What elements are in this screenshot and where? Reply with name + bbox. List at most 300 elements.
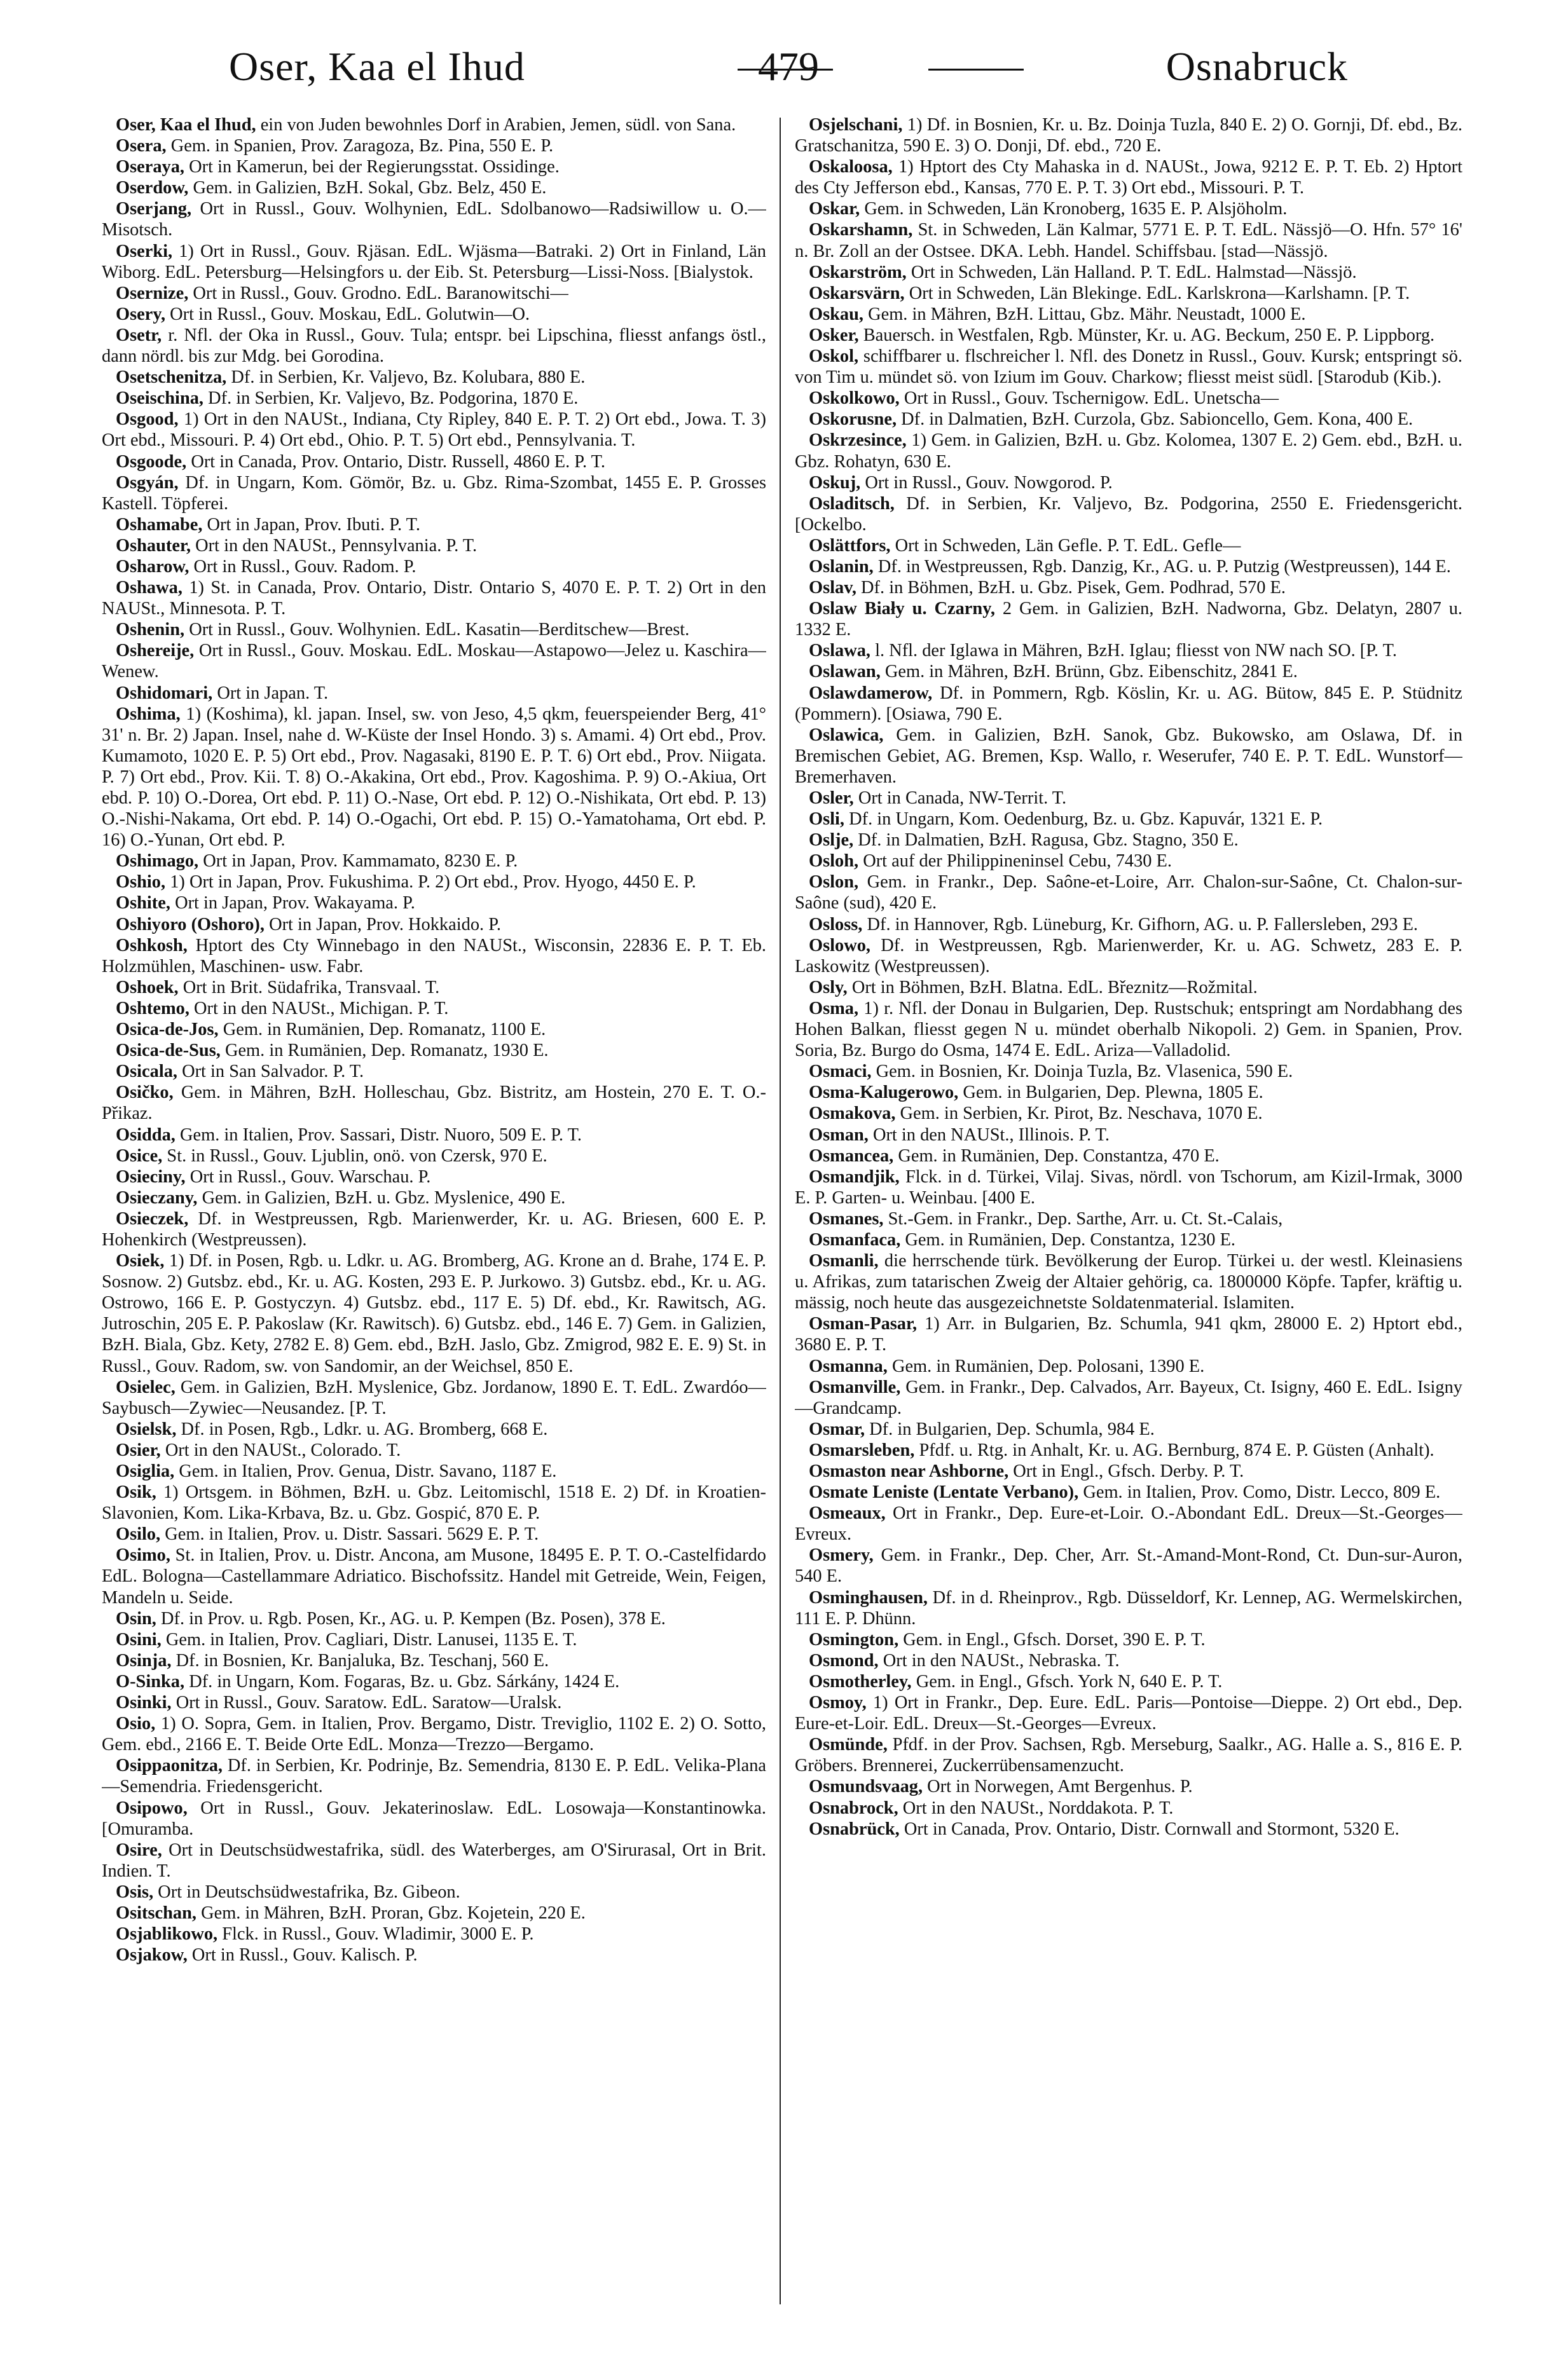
entry-text: Flck. in Russl., Gouv. Wladimir, 3000 E. P. — [217, 1924, 534, 1945]
entry-headword: Oslanin, — [809, 556, 874, 577]
page-header — [102, 31, 1475, 100]
left-column — [102, 114, 766, 2339]
entry-text: Gem. in Rumänien, Dep. Romanatz, 1100 E. — [218, 1020, 546, 1040]
entry-headword: Osiek, — [116, 1251, 165, 1271]
entry-text: Ort auf der Philippineninsel Cebu, 7430 E. — [858, 851, 1172, 872]
dictionary-entry — [795, 388, 1462, 409]
column-divider — [780, 118, 781, 2304]
entry-headword: Osik, — [116, 1482, 156, 1503]
entry-text: Ort in Schweden, Län Gefle. P. T. EdL. Gefle— — [890, 535, 1241, 556]
entry-text: Gem. in Rumänien, Dep. Constantza, 470 E. — [893, 1146, 1220, 1166]
entry-text: Df. in Ungarn, Kom. Fogaras, Bz. u. Gbz. Sárkány, 1424 E. — [184, 1671, 620, 1692]
entry-text: Ort in Deutschsüdwestafrika, südl. des Waterberges, am O'Sirurasal, Ort in Brit. Indien. T. — [102, 1840, 766, 1881]
entry-text: Ort in Russl., Gouv. Moskau, EdL. Golutwin—O. — [165, 304, 530, 324]
entry-text: Ort in Russl., Gouv. Kalisch. P. — [187, 1945, 418, 1966]
entry-headword: Osnabrock, — [809, 1798, 898, 1818]
dictionary-entry — [102, 1692, 766, 1713]
dictionary-entry — [102, 1166, 766, 1187]
dictionary-entry — [102, 114, 766, 135]
dictionary-entry — [102, 1461, 766, 1482]
dictionary-entry — [795, 788, 1462, 809]
dictionary-entry — [795, 1125, 1462, 1146]
entry-headword: Oshamabe, — [116, 514, 203, 535]
entry-text: Ort in Russl., Gouv. Tschernigow. EdL. Unetscha— — [899, 388, 1279, 409]
dictionary-entry — [795, 1250, 1462, 1313]
dictionary-entry — [795, 809, 1462, 830]
dictionary-entry — [102, 367, 766, 388]
entry-headword: Oslawica, — [809, 725, 884, 745]
entry-headword: Osmoy, — [809, 1693, 867, 1713]
entry-text: Gem. in Italien, Prov. u. Distr. Sassari. 5629 E. P. T. — [160, 1524, 539, 1545]
dictionary-entry — [795, 346, 1462, 388]
entry-headword: Osinja, — [116, 1650, 172, 1671]
dictionary-entry — [795, 1692, 1462, 1734]
dictionary-entry — [795, 219, 1462, 261]
entry-text: ein von Juden bewohnles Dorf in Arabien, Jemen, südl. von Sana. — [256, 115, 736, 135]
entry-text: Df. in Westpreussen, Rgb. Danzig, Kr., AG. u. P. Putzig (Westpreussen), 144 E. — [873, 556, 1451, 577]
entry-headword: Oslawa, — [809, 641, 871, 661]
dictionary-entry — [795, 535, 1462, 556]
entry-text: Ort in Russl., Gouv. Nowgorod. P. — [860, 472, 1113, 493]
entry-headword: Osnabrück, — [809, 1819, 900, 1839]
dictionary-entry — [795, 1461, 1462, 1482]
entry-headword: Oslättfors, — [809, 535, 891, 556]
entry-text: Ort in Schweden, Län Blekinge. EdL. Karlskrona—Karlshamn. [P. T. — [904, 283, 1410, 303]
dictionary-entry — [795, 1798, 1462, 1819]
dictionary-entry — [795, 725, 1462, 788]
entry-text: Ort in Kamerun, bei der Regierungsstat. Ossidinge. — [184, 157, 560, 177]
entry-headword: Oskol, — [809, 346, 859, 367]
entry-headword: Osmate Leniste (Lentate Verbano), — [809, 1482, 1079, 1503]
entry-headword: Oslon, — [809, 872, 859, 892]
entry-text: Hptort des Cty Winnebago in den NAUSt., Wisconsin, 22836 E. P. T. Eb. Holzmühlen, Maschinen- usw. Fabr. — [102, 935, 766, 976]
dictionary-entry — [795, 156, 1462, 198]
dictionary-entry — [795, 556, 1462, 577]
entry-headword: Osmar, — [809, 1419, 865, 1439]
entry-text: St. in Russl., Gouv. Ljublin, onö. von Czersk, 970 E. — [162, 1146, 547, 1166]
dictionary-entry — [795, 472, 1462, 493]
entry-headword: Osmond, — [809, 1650, 879, 1671]
entry-text: St. in Schweden, Län Kalmar, 5771 E. P. T. EdL. Nässjö—O. Hfn. 57° 16' n. Br. Zoll an der Ostsee. DKA. Lebh. Handel. Schiffsbau. [stad—Nässjö. — [795, 220, 1462, 261]
entry-headword: Osman-Pasar, — [809, 1314, 918, 1334]
page-number: 479 — [758, 44, 819, 89]
dictionary-entry — [102, 640, 766, 682]
dictionary-entry — [102, 1440, 766, 1461]
entry-headword: Osipowo, — [116, 1798, 188, 1818]
entry-text: Ort in Deutschsüdwestafrika, Bz. Gibeon. — [153, 1882, 460, 1902]
entry-headword: Osis, — [116, 1882, 154, 1902]
entry-text: Df. in d. Rheinprov., Rgb. Düsseldorf, Kr. Lennep, AG. Wermelskirchen, 111 E. P. Dhünn. — [795, 1587, 1462, 1629]
dictionary-entry — [795, 1776, 1462, 1797]
dictionary-entry — [795, 198, 1462, 219]
entry-text: Df. in Hannover, Rgb. Lüneburg, Kr. Gifhorn, AG. u. P. Fallersleben, 293 E. — [862, 914, 1419, 934]
dictionary-entry — [102, 409, 766, 451]
entry-text: Gem. in Serbien, Kr. Pirot, Bz. Neschava, 1070 E. — [895, 1104, 1263, 1124]
entry-headword: Osloh, — [809, 851, 859, 872]
entry-text: Pfdf. u. Rtg. in Anhalt, Kr. u. AG. Bernburg, 874 E. P. Güsten (Anhalt). — [914, 1440, 1434, 1460]
entry-headword: Oshereije, — [116, 641, 195, 661]
dictionary-entry — [795, 1734, 1462, 1776]
entry-headword: Osin, — [116, 1608, 156, 1629]
entry-headword: Oserki, — [116, 241, 173, 261]
entry-headword: Osmarsleben, — [809, 1440, 915, 1460]
entry-headword: Osharow, — [116, 556, 189, 577]
dictionary-entry — [795, 1313, 1462, 1355]
entry-headword: Oslje, — [809, 830, 854, 851]
entry-text: 1) Ort in Frankr., Dep. Eure. EdL. Paris—Pontoise—Dieppe. 2) Ort ebd., Dep. Eure-et-Loir. EdL. Dreux—St.-Georges—Evreux. — [795, 1693, 1462, 1734]
entry-text: Ort in Russl., Gouv. Radom. P. — [189, 556, 416, 577]
entry-text: 1) Gem. in Galizien, BzH. u. Gbz. Kolomea, 1307 E. 2) Gem. ebd., BzH. u. Gbz. Rohatyn, 630 E. — [795, 430, 1462, 472]
entry-headword: Osmaci, — [809, 1062, 872, 1082]
entry-headword: Osladitsch, — [809, 493, 895, 514]
entry-headword: Oslawan, — [809, 662, 881, 682]
dictionary-entry — [102, 1545, 766, 1608]
dictionary-entry — [102, 704, 766, 851]
dictionary-entry — [102, 872, 766, 892]
dictionary-entry — [102, 304, 766, 325]
entry-headword: Osmanfaca, — [809, 1229, 901, 1250]
entry-text: Df. in Posen, Rgb., Ldkr. u. AG. Bromberg, 668 E. — [176, 1419, 548, 1439]
entry-headword: Osker, — [809, 325, 859, 345]
dictionary-entry — [102, 1082, 766, 1124]
entry-text: Gem. in Italien, Prov. Sassari, Distr. Nuoro, 509 E. P. T. — [175, 1125, 582, 1145]
entry-text: Gem. in Mähren, BzH. Holleschau, Gbz. Bistritz, am Hostein, 270 E. T. O.-Přikaz. — [102, 1083, 766, 1124]
dictionary-entry — [102, 241, 766, 283]
entry-headword: Osippaonitza, — [116, 1756, 223, 1776]
dictionary-entry — [102, 892, 766, 913]
entry-headword: Osma-Kalugerowo, — [809, 1083, 959, 1103]
entry-headword: Osjablikowo, — [116, 1924, 218, 1945]
dictionary-entry — [102, 556, 766, 577]
dictionary-entry — [795, 935, 1462, 977]
running-head-left: Oser, Kaa el Ihud — [229, 44, 525, 89]
entry-headword: Oserdow, — [116, 178, 189, 198]
entry-text: 1) St. in Canada, Prov. Ontario, Distr. Ontario S, 4070 E. P. T. 2) Ort in den NAUSt., Minnesota. P. T. — [102, 578, 766, 619]
entry-headword: Osmancea, — [809, 1146, 894, 1166]
entry-headword: Oslawdamerow, — [809, 683, 933, 703]
entry-headword: Osmotherley, — [809, 1671, 912, 1692]
entry-headword: Osica-de-Jos, — [116, 1020, 219, 1040]
entry-text: 1) (Koshima), kl. japan. Insel, sw. von Jeso, 4,5 qkm, feuerspeiender Berg, 41° 31' n. Br. 2) Japan. Insel, nahe d. W-Küste der Insel Hondo. 3) s. Amami. 4) Ort ebd., Prov. Kumamoto, 1020 E. P. 5) Ort ebd., Prov. Nagasaki, 8190 E. P. T. 6) Ort ebd., Prov. Niigata. P. 7) Ort ebd., Prov. Kii. T. 8) O.-Akakina, Ort ebd., Prov. Kagoshima. P. 9) O.-Akiua, Ort ebd. P. 10) O.-Dorea, Ort ebd. P. 11) O.-Nase, Ort ebd. P. 12) O.-Nishikata, Ort ebd. P. 13) O.-Nishi-Nakama, Ort ebd. P. 14) O.-Ogachi, Ort ebd. P. 15) O.-Yamatohama, Ort ebd. P. 16) O.-Yunan, Ort ebd. P. — [102, 704, 766, 851]
dictionary-entry — [795, 304, 1462, 325]
entry-text: Gem. in Galizien, BzH. Myslenice, Gbz. Jordanow, 1890 E. T. EdL. Zwardóo—Saybusch—Zywiec—Neusandez. [P. T. — [102, 1377, 766, 1418]
dictionary-entry — [795, 409, 1462, 430]
entry-headword: Osmanes, — [809, 1208, 884, 1229]
entry-text: St. in Italien, Prov. u. Distr. Ancona, am Musone, 18495 E. P. T. O.-Castelfidardo EdL. Bologna—Castellammare Adriatico. Bischofssitz. Handel mit Getreide, Wein, Feigen, Mandeln u. Seide. — [102, 1545, 766, 1608]
entry-headword: Osgyán, — [116, 472, 179, 493]
dictionary-entry — [102, 283, 766, 304]
dictionary-entry — [102, 1903, 766, 1924]
dictionary-entry — [795, 1146, 1462, 1166]
entry-text: Ort in Japan, Prov. Ibuti. P. T. — [202, 514, 420, 535]
entry-headword: Oskarström, — [809, 262, 907, 282]
entry-headword: Osire, — [116, 1840, 162, 1860]
entry-headword: Oseraya, — [116, 157, 185, 177]
dictionary-entry — [102, 472, 766, 514]
entry-headword: Oshoek, — [116, 977, 179, 997]
entry-text: Gem. in Bosnien, Kr. Doinja Tuzla, Bz. Vlasenica, 590 E. — [871, 1062, 1293, 1082]
entry-headword: Osmakova, — [809, 1104, 896, 1124]
dictionary-entry — [102, 1524, 766, 1545]
entry-text: 1) Df. in Bosnien, Kr. u. Bz. Doinja Tuzla, 840 E. 2) O. Gornji, Df. ebd., Bz. Gratschanitza, 590 E. 3) O. Donji, Df. ebd., 720 E. — [795, 115, 1462, 156]
entry-text: Ort in Frankr., Dep. Eure-et-Loir. O.-Abondant EdL. Dreux—St.-Georges—Evreux. — [795, 1503, 1462, 1545]
entry-text: Gem. in Italien, Prov. Como, Distr. Lecco, 809 E. — [1078, 1482, 1441, 1503]
entry-text: Df. in Ungarn, Kom. Oedenburg, Bz. u. Gbz. Kapuvár, 1321 E. P. — [844, 809, 1323, 830]
dictionary-entry — [795, 1671, 1462, 1692]
entry-text: Ort in Brit. Südafrika, Transvaal. T. — [178, 977, 440, 997]
entry-text: 1) Ort in Japan, Prov. Fukushima. P. 2) Ort ebd., Prov. Hyogo, 4450 E. P. — [165, 872, 696, 892]
dictionary-entry — [102, 935, 766, 977]
entry-text: Gem. in Bulgarien, Dep. Plewna, 1805 E. — [958, 1083, 1263, 1103]
dictionary-entry — [102, 1419, 766, 1440]
dictionary-entry — [795, 998, 1462, 1061]
entry-headword: Osmundsvaag, — [809, 1777, 923, 1797]
entry-text: Df. in Dalmatien, BzH. Ragusa, Gbz. Stagno, 350 E. — [853, 830, 1239, 851]
entry-text: Gem. in Rumänien, Dep. Constantza, 1230 E. — [900, 1229, 1236, 1250]
entry-text: Flck. in d. Türkei, Vilaj. Sivas, nördl. von Tschorum, am Kizil-Irmak, 3000 E. P. Garten- u. Weinbau. [400 E. — [795, 1166, 1462, 1208]
entry-headword: Oskau, — [809, 304, 864, 324]
dictionary-entry — [795, 1629, 1462, 1650]
entry-text: Ort in den NAUSt., Illinois. P. T. — [868, 1125, 1110, 1145]
entry-text: Ort in Japan, Prov. Wakayama. P. — [170, 893, 415, 913]
dictionary-entry — [102, 198, 766, 240]
entry-headword: Osinki, — [116, 1693, 172, 1713]
entry-text: Gem. in Mähren, BzH. Brünn, Gbz. Eibenschitz, 2841 E. — [880, 662, 1298, 682]
entry-text: Ort in Schweden, Län Halland. P. T. EdL. Halmstad—Nässjö. — [906, 262, 1357, 282]
entry-text: Df. in Pommern, Rgb. Köslin, Kr. u. AG. Bütow, 845 E. P. Stüdnitz (Pommern). [Osiawa, 790 E. — [795, 683, 1462, 724]
dictionary-entry — [795, 830, 1462, 851]
dictionary-entry — [102, 1650, 766, 1671]
dictionary-entry — [102, 325, 766, 367]
entry-headword: Osmery, — [809, 1545, 874, 1566]
entry-headword: Osieciny, — [116, 1166, 186, 1187]
dictionary-entry — [795, 1208, 1462, 1229]
dictionary-entry — [795, 1545, 1462, 1587]
entry-headword: Oskolkowo, — [809, 388, 900, 409]
right-column — [795, 114, 1462, 2339]
dictionary-entry — [102, 914, 766, 935]
entry-headword: Osgoode, — [116, 451, 187, 472]
dictionary-entry — [102, 1482, 766, 1524]
entry-text: Df. in Böhmen, BzH. u. Gbz. Pisek, Gem. Podhrad, 570 E. — [856, 578, 1286, 598]
dictionary-entry — [102, 1377, 766, 1419]
entry-headword: Osetr, — [116, 325, 162, 345]
entry-headword: Osernize, — [116, 283, 189, 303]
entry-text: Gem. in Mähren, BzH. Littau, Gbz. Mähr. Neustadt, 1000 E. — [863, 304, 1306, 324]
dictionary-entry — [795, 1419, 1462, 1440]
entry-headword: Oshidomari, — [116, 683, 213, 703]
entry-headword: Oseischina, — [116, 388, 204, 409]
entry-headword: Osio, — [116, 1714, 156, 1734]
entry-headword: Osičko, — [116, 1083, 174, 1103]
entry-headword: Oshite, — [116, 893, 170, 913]
entry-headword: Oskarsvärn, — [809, 283, 905, 303]
entry-headword: Osgood, — [116, 409, 179, 430]
entry-text: Gem. in Schweden, Län Kronoberg, 1635 E. P. Alsjöholm. — [860, 199, 1288, 219]
dictionary-entry — [795, 1377, 1462, 1419]
entry-text: Ort in Japan, Prov. Kammamato, 8230 E. P. — [198, 851, 518, 872]
entry-text: Df. in Serbien, Kr. Valjevo, Bz. Kolubara, 880 E. — [226, 367, 586, 388]
entry-headword: Osli, — [809, 809, 845, 830]
entry-text: die herrschende türk. Bevölkerung der Europ. Türkei u. der westl. Kleinasiens u. Afrikas, zum tatarischen Zweig der Altaier gehörig, ca. 1800000 Köpfe. Tapfer, kräftig u. mässig, noch heute das ausgezeichnetste Soldatenmaterial. Islamiten. — [795, 1251, 1462, 1313]
entry-text: 1) Ort in den NAUSt., Indiana, Cty Ripley, 840 E. P. T. 2) Ort ebd., Jowa. T. 3) Ort ebd., Missouri. P. 4) Ort ebd., Ohio. P. T. 5) Ort ebd., Pennsylvania. T. — [102, 409, 766, 451]
entry-headword: Osieczek, — [116, 1208, 189, 1229]
entry-headword: Oserjang, — [116, 199, 192, 219]
entry-text: Ort in Canada, NW-Territ. T. — [853, 788, 1067, 808]
dictionary-entry — [102, 1146, 766, 1166]
entry-headword: Oshtemo, — [116, 998, 189, 1018]
entry-headword: O-Sinka, — [116, 1671, 185, 1692]
entry-headword: Osilo, — [116, 1524, 161, 1545]
entry-text: Ort in Japan. T. — [212, 683, 329, 703]
entry-headword: Osimo, — [116, 1545, 170, 1566]
dictionary-entry — [102, 851, 766, 872]
entry-headword: Osidda, — [116, 1125, 175, 1145]
dictionary-entry — [102, 683, 766, 704]
entry-headword: Osmünde, — [809, 1735, 888, 1755]
entry-headword: Oshiyoro (Oshoro), — [116, 914, 265, 934]
dictionary-entry — [795, 872, 1462, 913]
entry-text: Gem. in Italien, Prov. Cagliari, Distr. Lanusei, 1135 E. T. — [161, 1629, 577, 1650]
dictionary-entry — [102, 1924, 766, 1945]
entry-text: l. Nfl. der Iglawa in Mähren, BzH. Iglau; fliesst von NW nach SO. [P. T. — [870, 641, 1397, 661]
dictionary-entry — [102, 1208, 766, 1250]
entry-headword: Osicala, — [116, 1062, 177, 1082]
entry-headword: Osly, — [809, 977, 848, 997]
entry-text: Gem. in Frankr., Dep. Calvados, Arr. Bayeux, Ct. Isigny, 460 E. EdL. Isigny—Grandcamp. — [795, 1377, 1462, 1418]
dictionary-entry — [795, 114, 1462, 156]
entry-headword: Oser, Kaa el Ihud, — [116, 115, 256, 135]
entry-text: Ort in Russl., Gouv. Wolhynien. EdL. Kasatin—Berditschew—Brest. — [184, 620, 690, 640]
entry-headword: Oskrzesince, — [809, 430, 907, 451]
entry-headword: Oshio, — [116, 872, 166, 892]
dictionary-entry — [102, 1671, 766, 1692]
entry-text: 1) Hptort des Cty Mahaska in d. NAUSt., Jowa, 9212 E. P. T. Eb. 2) Hptort des Cty Jefferson ebd., Kansas, 770 E. P. T. 3) Ort ebd., Missouri. P. T. — [795, 157, 1462, 198]
dictionary-entry — [795, 851, 1462, 872]
dictionary-entry — [795, 430, 1462, 472]
running-head-right: Osnabruck — [1165, 44, 1348, 89]
dictionary-entry — [102, 977, 766, 998]
entry-headword: Osmanville, — [809, 1377, 901, 1397]
entry-text: Gem. in Rumänien, Dep. Polosani, 1390 E. — [887, 1356, 1205, 1376]
entry-text: Ort in Russl., Gouv. Wolhynien, EdL. Sdolbanowo—Radsiwillow u. O.—Misotsch. — [102, 199, 766, 240]
entry-text: Ort in Engl., Gfsch. Derby. P. T. — [1008, 1461, 1244, 1481]
dictionary-entry — [102, 1187, 766, 1208]
entry-text: Df. in Bosnien, Kr. Banjaluka, Bz. Teschanj, 560 E. — [171, 1650, 549, 1671]
dictionary-entry — [795, 577, 1462, 598]
entry-headword: Osman, — [809, 1125, 869, 1145]
entry-headword: Osice, — [116, 1146, 163, 1166]
entry-headword: Oshawa, — [116, 578, 182, 598]
entry-headword: Osieczany, — [116, 1187, 198, 1208]
entry-text: Ort in den NAUSt., Michigan. P. T. — [189, 998, 449, 1018]
dictionary-entry — [102, 1608, 766, 1629]
entry-headword: Osiglia, — [116, 1461, 175, 1481]
entry-text: Ort in Norwegen, Amt Bergenhus. P. — [923, 1777, 1193, 1797]
entry-text: Ort in Russl., Gouv. Warschau. P. — [185, 1166, 431, 1187]
header-dash-right — [928, 69, 1024, 71]
entry-headword: Osica-de-Sus, — [116, 1041, 221, 1061]
entry-text: 2 Gem. in Galizien, BzH. Nadworna, Gbz. Delatyn, 2807 u. 1332 E. — [795, 599, 1462, 640]
dictionary-entry — [795, 1503, 1462, 1545]
dictionary-entry — [102, 535, 766, 556]
entry-headword: Osmeaux, — [809, 1503, 886, 1524]
entry-headword: Osera, — [116, 136, 167, 156]
dictionary-entry — [795, 1587, 1462, 1629]
entry-headword: Osma, — [809, 998, 859, 1018]
entry-text: Df. in Serbien, Kr. Podrinje, Bz. Semendria, 8130 E. P. EdL. Velika-Plana—Semendria. Friedensgericht. — [102, 1756, 766, 1797]
entry-text: Df. in Prov. u. Rgb. Posen, Kr., AG. u. P. Kempen (Bz. Posen), 378 E. — [156, 1608, 666, 1629]
entry-text: Df. in Bulgarien, Dep. Schumla, 984 E. — [865, 1419, 1155, 1439]
entry-headword: Oskar, — [809, 199, 860, 219]
entry-text: schiffbarer u. flschreicher l. Nfl. des Donetz in Russl., Gouv. Kursk; entspringt sö. von Tim u. mündet sö. von Izium im Gouv. Charkow; fliesst meist südl. [Starodub (Kib.). — [795, 346, 1462, 388]
entry-text: Gem. in Galizien, BzH. u. Gbz. Myslenice, 490 E. — [197, 1187, 566, 1208]
entry-text: Ort in Böhmen, BzH. Blatna. EdL. Březnitz—Rožmital. — [847, 977, 1258, 997]
entry-headword: Osminghausen, — [809, 1587, 928, 1608]
dictionary-entry — [102, 1250, 766, 1377]
entry-headword: Oshimago, — [116, 851, 199, 872]
dictionary-entry — [102, 514, 766, 535]
entry-headword: Osmandjik, — [809, 1166, 900, 1187]
entry-text: Df. in Serbien, Kr. Valjevo, Bz. Podgorina, 1870 E. — [203, 388, 579, 409]
entry-text: Ort in den NAUSt., Norddakota. P. T. — [898, 1798, 1174, 1818]
entry-headword: Osini, — [116, 1629, 162, 1650]
dictionary-entry — [102, 135, 766, 156]
entry-headword: Oshkosh, — [116, 935, 188, 955]
dictionary-entry — [102, 1755, 766, 1797]
entry-headword: Oskaloosa, — [809, 157, 893, 177]
entry-text: Pfdf. in der Prov. Sachsen, Rgb. Merseburg, Saalkr., AG. Halle a. S., 816 E. P. Gröbers. Brennerei, Zuckerrübensamenzucht. — [795, 1735, 1462, 1776]
dictionary-entry — [795, 914, 1462, 935]
dictionary-entry — [102, 177, 766, 198]
dictionary-entry — [102, 1040, 766, 1061]
dictionary-entry — [102, 1840, 766, 1882]
entry-headword: Osjakow, — [116, 1945, 188, 1966]
entry-text: Df. in Westpreussen, Rgb. Marienwerder, Kr. u. AG. Schwetz, 283 E. P. Laskowitz (Westpreussen). — [795, 935, 1462, 976]
entry-headword: Oslav, — [809, 578, 856, 598]
entry-headword: Oskorusne, — [809, 409, 897, 430]
entry-headword: Oskarshamn, — [809, 220, 913, 240]
dictionary-entry — [102, 577, 766, 619]
entry-headword: Osetschenitza, — [116, 367, 227, 388]
entry-text: Gem. in Mähren, BzH. Proran, Gbz. Kojetein, 220 E. — [196, 1903, 586, 1923]
dictionary-entry — [795, 1166, 1462, 1208]
entry-text: Gem. in Frankr., Dep. Saône-et-Loire, Arr. Chalon-sur-Saône, Ct. Chalon-sur-Saône (sud), 420 E. — [795, 872, 1462, 913]
entry-text: Ort in Russl., Gouv. Jekaterinoslaw. EdL. Losowaja—Konstantinowka. [Omuramba. — [102, 1798, 766, 1839]
entry-text: Ort in den NAUSt., Pennsylvania. P. T. — [191, 535, 478, 556]
entry-text: Ort in Russl., Gouv. Moskau. EdL. Moskau—Astapowo—Jelez u. Kaschira—Wenew. — [102, 641, 766, 682]
entry-text: Ort in Canada, Prov. Ontario, Distr. Cornwall and Stormont, 5320 E. — [899, 1819, 1399, 1839]
dictionary-entry — [795, 325, 1462, 346]
dictionary-entry — [102, 998, 766, 1019]
entry-text: Df. in Dalmatien, BzH. Curzola, Gbz. Sabioncello, Gem. Kona, 400 E. — [897, 409, 1413, 430]
entry-text: Ort in Japan, Prov. Hokkaido. P. — [265, 914, 501, 934]
entry-headword: Osloss, — [809, 914, 863, 934]
dictionary-entry — [795, 683, 1462, 725]
entry-headword: Osler, — [809, 788, 854, 808]
entry-text: 1) r. Nfl. der Donau in Bulgarien, Dep. Rustschuk; entspringt am Nordabhang des Hohen Balkan, fliesst gegen N u. mündet oberhalb Nikopoli. 2) Gem. in Spanien, Prov. Soria, Bz. Burgo do Osma, 1474 E. EdL. Ariza—Valladolid. — [795, 998, 1462, 1061]
dictionary-entry — [795, 1229, 1462, 1250]
dictionary-entry — [102, 619, 766, 640]
entry-text: Gem. in Frankr., Dep. Cher, Arr. St.-Amand-Mont-Rond, Ct. Dun-sur-Auron, 540 E. — [795, 1545, 1462, 1587]
dictionary-entry — [795, 283, 1462, 304]
dictionary-entry — [102, 156, 766, 177]
entry-headword: Oshauter, — [116, 535, 191, 556]
entry-headword: Osielec, — [116, 1377, 175, 1397]
entry-headword: Osmington, — [809, 1629, 899, 1650]
entry-text: Df. in Serbien, Kr. Valjevo, Bz. Podgorina, 2550 E. Friedensgericht. [Ockelbo. — [795, 493, 1462, 535]
dictionary-entry — [795, 1061, 1462, 1082]
